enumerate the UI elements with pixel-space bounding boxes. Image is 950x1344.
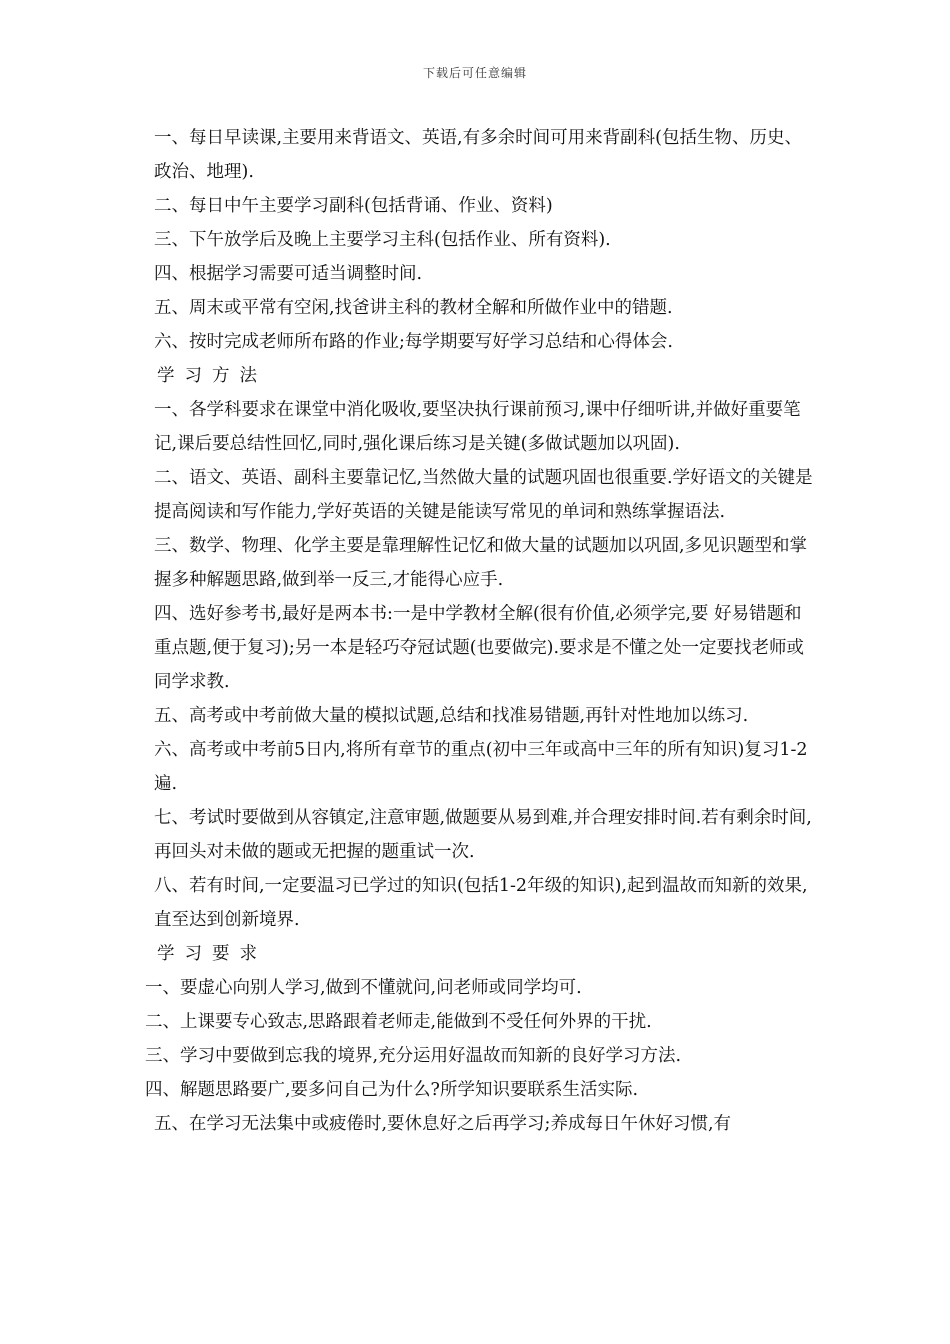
section-heading-methods: 学习方法: [157, 366, 267, 386]
paragraph-requirement-4: 四、解题思路要广,要多问自己为什么?所学知识要联系生活实际.: [145, 1080, 639, 1100]
paragraph-schedule-3: 三、下午放学后及晚上主要学习主科(包括作业、所有资料).: [154, 230, 611, 250]
paragraph-requirement-2: 二、上课要专心致志,思路跟着老师走,能做到不受任何外界的干扰.: [145, 1012, 652, 1032]
paragraph-method-2: 二、语文、英语、副科主要靠记忆,当然做大量的试题巩固也很重要.学好语文的关键是提高阅读和写作能力,学好英语的关键是能读写常见的单词和熟练掌握语法.: [154, 468, 813, 522]
paragraph-requirement-1: 一、要虚心向别人学习,做到不懂就问,问老师或同学均可.: [145, 978, 582, 998]
paragraph-schedule-2: 二、每日中午主要学习副科(包括背诵、作业、资料): [154, 196, 553, 216]
paragraph-method-6: 六、高考或中考前5日内,将所有章节的重点(初中三年或高中三年的所有知识)复习1-2遍.: [154, 740, 808, 794]
paragraph-schedule-5: 五、周末或平常有空闲,找爸讲主科的教材全解和所做作业中的错题.: [154, 298, 673, 318]
paragraph-method-7: 七、考试时要做到从容镇定,注意审题,做题要从易到难,并合理安排时间.若有剩余时间,再回头对未做的题或无把握的题重试一次.: [154, 808, 812, 862]
page-header: 下载后可任意编辑: [422, 66, 527, 80]
paragraph-schedule-6: 六、按时完成老师所布路的作业;每学期要写好学习总结和心得体会.: [154, 332, 673, 352]
paragraph-method-3: 三、数学、物理、化学主要是靠理解性记忆和做大量的试题加以巩固,多见识题型和掌握多种解题思路,做到举一反三,才能得心应手.: [154, 536, 808, 590]
document-body: [145, 121, 815, 1141]
paragraph-method-5: 五、高考或中考前做大量的模拟试题,总结和找准易错题,再针对性地加以练习.: [154, 706, 749, 726]
paragraph-schedule-4: 四、根据学习需要可适当调整时间.: [154, 264, 423, 284]
section-heading-requirements: 学习要求: [157, 944, 267, 964]
paragraph-requirement-3: 三、学习中要做到忘我的境界,充分运用好温故而知新的良好学习方法.: [145, 1046, 682, 1066]
paragraph-requirement-5: 五、在学习无法集中或疲倦时,要休息好之后再学习;养成每日午休好习惯,有: [154, 1114, 732, 1134]
paragraph-method-1: 一、各学科要求在课堂中消化吸收,要坚决执行课前预习,课中仔细听讲,并做好重要笔记,课后要总结性回忆,同时,强化课后练习是关键(多做试题加以巩固).: [154, 400, 801, 454]
paragraph-method-4: 四、选好参考书,最好是两本书:一是中学教材全解(很有价值,必须学完,要 好易错题和重点题,便于复习);另一本是轻巧夺冠试题(也要做完).要求是不懂之处一定要找老师或同学求教.: [154, 604, 805, 692]
paragraph-schedule-1: 一、每日早读课,主要用来背语文、英语,有多余时间可用来背副科(包括生物、历史、政治、地理).: [154, 128, 802, 182]
paragraph-method-8: 八、若有时间,一定要温习已学过的知识(包括1-2年级的知识),起到温故而知新的效果,直至达到创新境界.: [154, 876, 808, 930]
